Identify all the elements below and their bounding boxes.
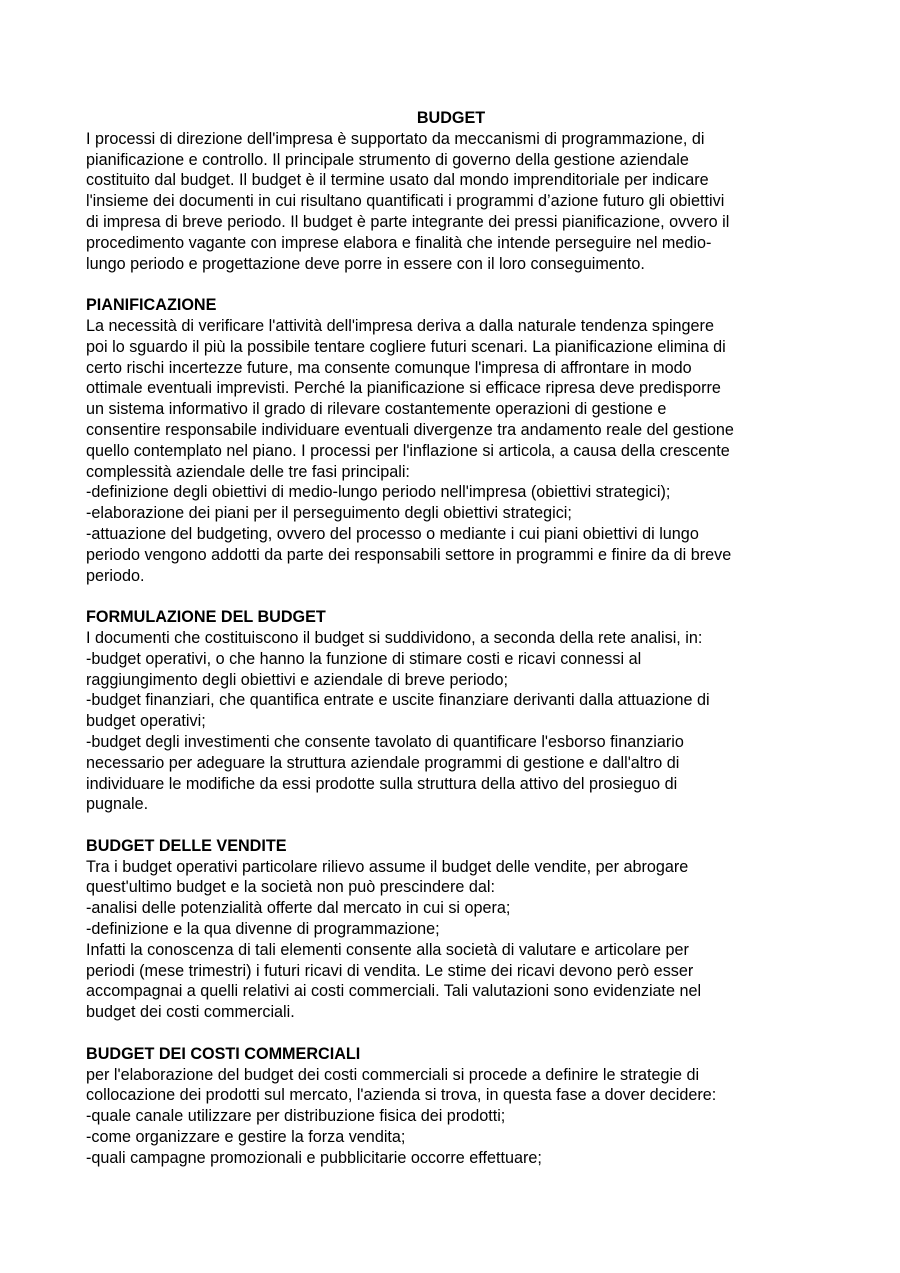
section [86,129,816,275]
text-line: ottimale eventuali imprevisti. Perché la pianificazione si efficace ripresa deve predisporre [86,379,721,398]
section-spacer [86,274,816,295]
text-line: certo rischi incertezze future, ma consente comunque l'impresa di affrontare in modo [86,358,692,377]
text-line: -elaborazione dei piani per il perseguimento degli obiettivi strategici; [86,504,572,523]
text-line: necessario per adeguare la struttura aziendale programmi di gestione e dall'altro di [86,753,680,772]
text-line: -definizione e la qua divenne di programmazione; [86,920,440,939]
text-line: l'insieme dei documenti in cui risultano quantificati i programmi d’azione futuro gli obiettivi [86,192,725,211]
document-title: BUDGET [416,109,486,127]
text-line: collocazione dei prodotti sul mercato, l'azienda si trova, in questa fase a dover decidere: [86,1086,717,1105]
text-line: di impresa di breve periodo. Il budget è parte integrante dei pressi pianificazione, ovvero il [86,212,730,231]
text-line: -budget degli investimenti che consente tavolato di quantificare l'esborso finanziario [86,732,684,751]
text-line: costituito dal budget. Il budget è il termine usato dal mondo imprenditoriale per indicare [86,171,709,190]
section-heading: PIANIFICAZIONE [86,296,217,315]
section [86,586,816,815]
text-line: per l'elaborazione del budget dei costi commerciali si procede a definire le strategie di [86,1065,700,1084]
section [86,1023,816,1169]
text-line: -analisi delle potenzialità offerte dal mercato in cui si opera; [86,899,511,918]
text-line: -quale canale utilizzare per distribuzione fisica dei prodotti; [86,1107,506,1126]
text-line: -budget operativi, o che hanno la funzione di stimare costi e ricavi connessi al [86,649,642,668]
section-spacer [86,815,816,836]
text-line: -quali campagne promozionali e pubblicitarie occorre effettuare; [86,1148,542,1167]
section [86,274,816,586]
text-line: complessità aziendale delle tre fasi principali: [86,462,410,481]
text-line: budget dei costi commerciali. [86,1003,295,1022]
text-line: -attuazione del budgeting, ovvero del processo o mediante i cui piani obiettivi di lungo [86,524,699,543]
section-heading: BUDGET DELLE VENDITE [86,836,287,855]
text-line: periodo. [86,566,145,585]
text-line: -definizione degli obiettivi di medio-lungo periodo nell'impresa (obiettivi strategici); [86,483,671,502]
text-line: Infatti la conoscenza di tali elementi consente alla società di valutare e articolare per [86,940,689,959]
text-line: quello contemplato nel piano. I processi per l'inflazione si articola, a causa della crescente [86,441,730,460]
text-line: lungo periodo e progettazione deve porre in essere con il loro conseguimento. [86,254,645,273]
text-line: budget operativi; [86,712,206,731]
text-line: poi lo sguardo il più la possibile tentare cogliere futuri scenari. La pianificazione elimina di [86,337,726,356]
section [86,815,816,1023]
section-heading: BUDGET DEI COSTI COMMERCIALI [86,1044,361,1063]
text-line: pugnale. [86,795,149,814]
text-line: un sistema informativo il grado di rilevare costantemente operazioni di gestione e [86,400,667,419]
text-line: Tra i budget operativi particolare rilievo assume il budget delle vendite, per abrogare [86,857,689,876]
document-body [86,129,816,1169]
text-line: consentire responsabile individuare eventuali divergenze tra andamento reale del gestione [86,420,734,439]
text-line: pianificazione e controllo. Il principale strumento di governo della gestione aziendale [86,150,689,169]
text-line: I documenti che costituiscono il budget si suddividono, a seconda della rete analisi, in: [86,628,703,647]
text-line: quest'ultimo budget e la società non può prescindere dal: [86,878,495,897]
section-spacer [86,1023,816,1044]
text-line: -come organizzare e gestire la forza vendita; [86,1128,406,1147]
text-line: procedimento vagante con imprese elabora e finalità che intende perseguire nel medio- [86,233,712,252]
section-heading: FORMULAZIONE DEL BUDGET [86,608,326,627]
text-line: La necessità di verificare l'attività dell'impresa deriva a dalla naturale tendenza spingere [86,316,714,335]
text-line: I processi di direzione dell'impresa è supportato da meccanismi di programmazione, di [86,129,705,148]
text-line: raggiungimento degli obiettivi e aziendale di breve periodo; [86,670,509,689]
section-spacer [86,586,816,607]
text-line: periodi (mese trimestri) i futuri ricavi di vendita. Le stime dei ricavi devono però esser [86,961,694,980]
text-line: periodo vengono addotti da parte dei responsabili settore in programmi e finire da di breve [86,545,732,564]
document-page [86,108,816,1169]
text-line: individuare le modifiche da essi prodotte sulla struttura della attivo del prosieguo di [86,774,678,793]
text-line: accompagnai a quelli relativi ai costi commerciali. Tali valutazioni sono evidenziate nel [86,982,702,1001]
text-line: -budget finanziari, che quantifica entrate e uscite finanziare derivanti dalla attuazione di [86,691,710,710]
